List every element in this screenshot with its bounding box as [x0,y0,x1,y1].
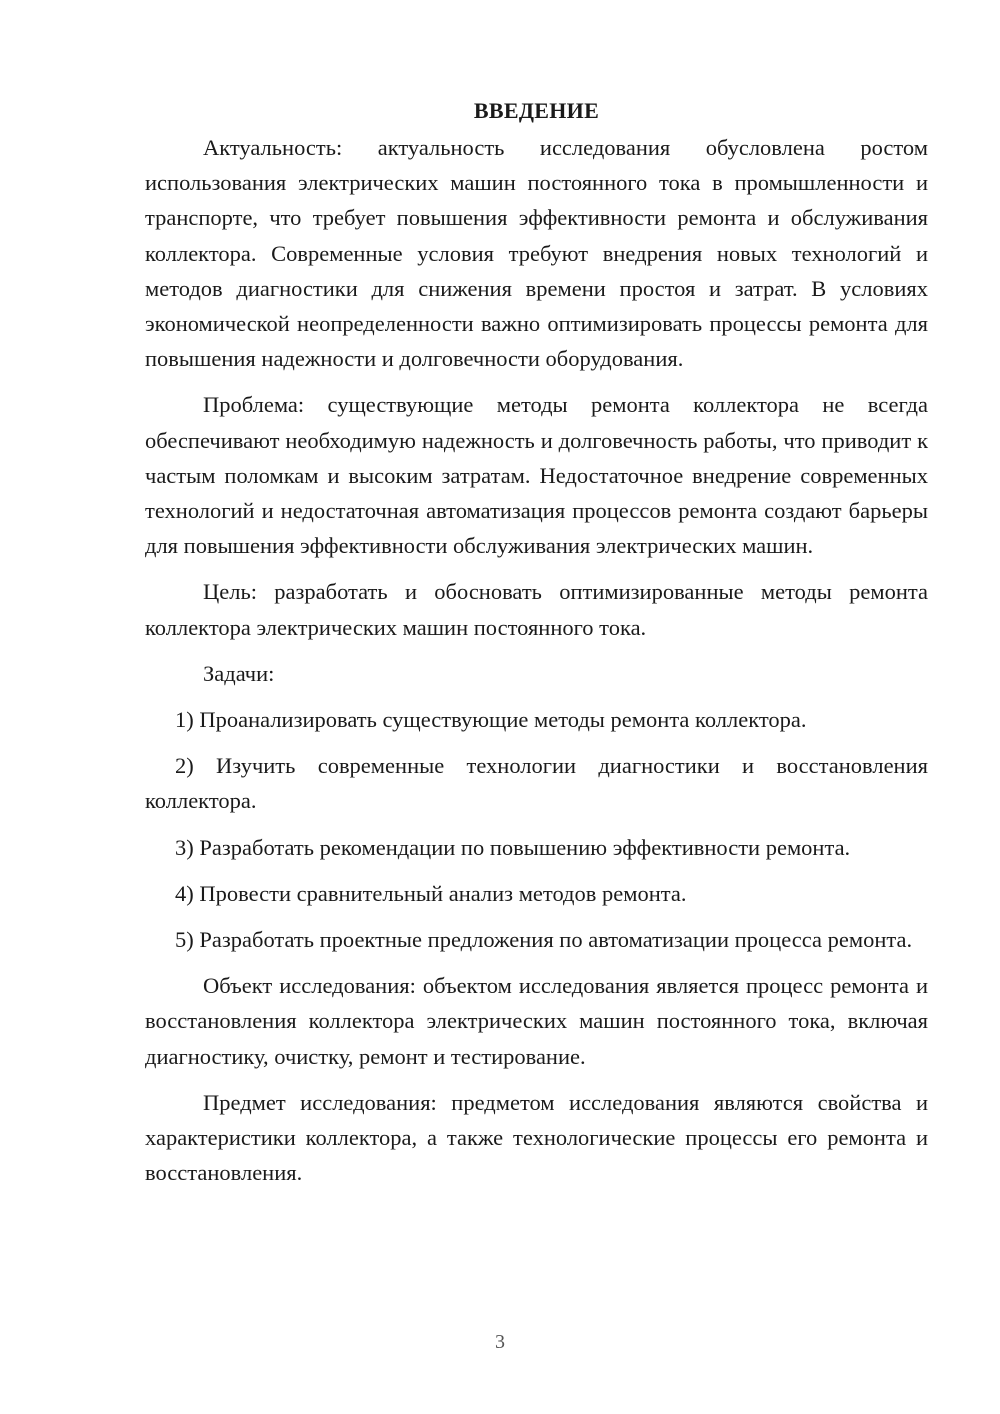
subject-paragraph: Предмет исследования: предметом исследования являются свойства и характеристики коллектора, а также технологические процессы его ремонта и восстановления. [145,1089,928,1186]
object-paragraph: Объект исследования: объектом исследования является процесс ремонта и восстановления коллектора электрических машин постоянного тока, включая диагностику, очистку, ремонт и тестирование. [145,973,928,1069]
relevance-paragraph: Актуальность: актуальность исследования обусловлена ростом использования электрических машин постоянного тока в промышленности и транспорте, что требует повышения эффективности ремонта и обслуживания коллектора. Современные условия требуют внедрения новых технологий и методов диагностики для снижения времени простоя и затрат. В условиях экономической неопределенности важно оптимизировать процессы ремонта для повышения надежности и долговечности оборудования. [145,135,928,372]
problem-paragraph: Проблема: существующие методы ремонта коллектора не всегда обеспечивают необходимую надежность и долговечность работы, что приводит к частым поломкам и высоким затратам. Недостаточное внедрение современных технологий и недостаточная автоматизация процессов ремонта создают барьеры для повышения эффективности обслуживания электрических машин. [145,392,928,559]
goal-paragraph: Цель: разработать и обосновать оптимизированные методы ремонта коллектора электрических машин постоянного тока. [145,579,928,640]
task-item-2: 2) Изучить современные технологии диагностики и восстановления коллектора. [145,753,928,814]
task-item-4: 4) Провести сравнительный анализ методов ремонта. [175,880,687,906]
task-item-3: 3) Разработать рекомендации по повышению эффективности ремонта. [175,834,851,860]
tasks-heading: Задачи: [203,660,275,686]
page-number: 3 [495,1331,505,1353]
task-item-5: 5) Разработать проектные предложения по автоматизации процесса ремонта. [175,927,913,953]
section-title: ВВЕДЕНИЕ [473,98,600,123]
document-page [145,96,928,1201]
task-item-1: 1) Проанализировать существующие методы ремонта коллектора. [175,707,807,733]
